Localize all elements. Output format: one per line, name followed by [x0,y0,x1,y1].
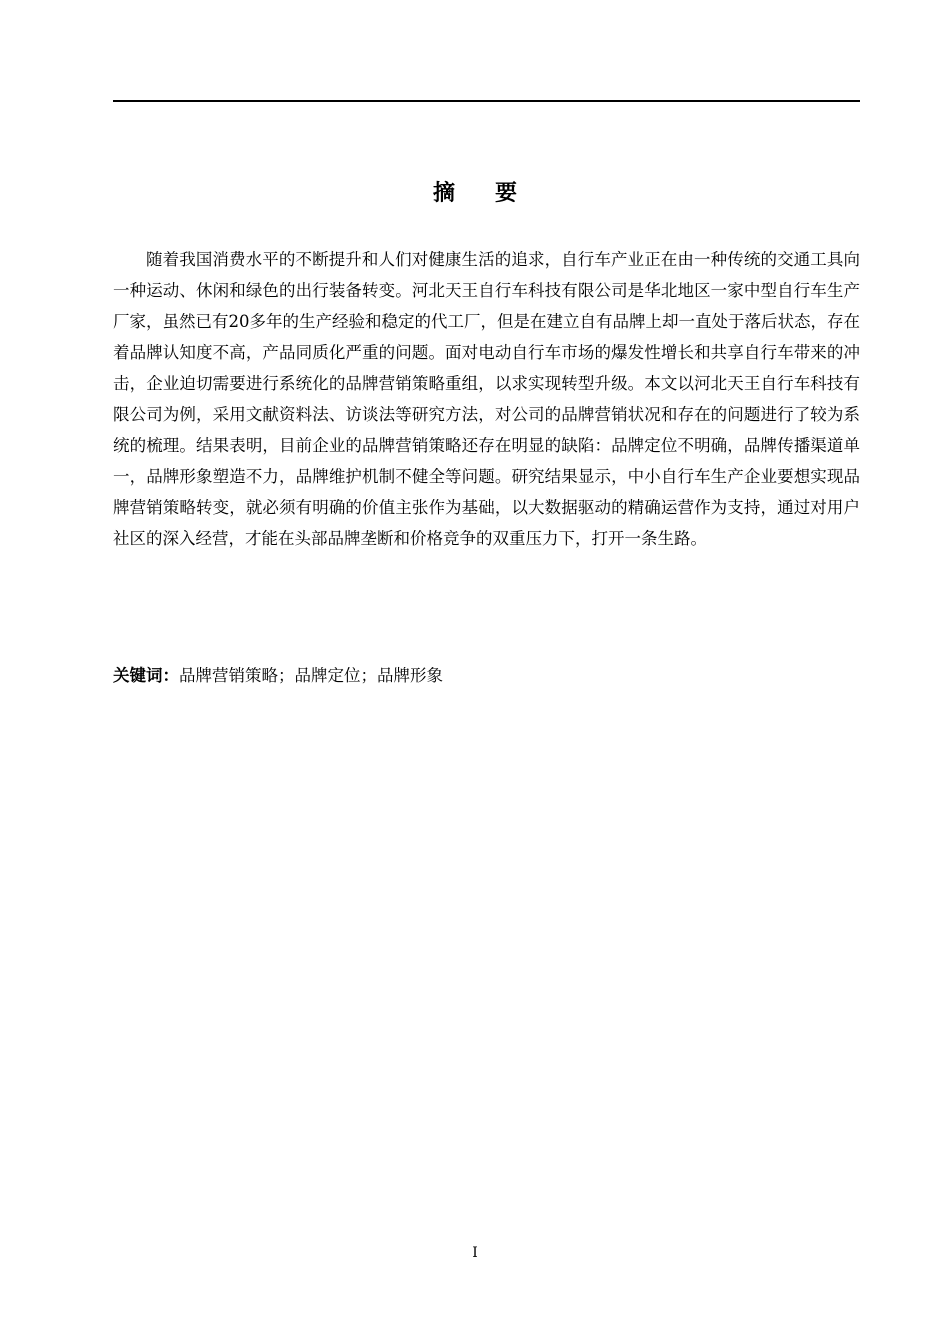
page-number: I [472,1245,478,1261]
keywords-value: 品牌营销策略；品牌定位；品牌形象 [179,666,443,685]
abstract-body: 随着我国消费水平的不断提升和人们对健康生活的追求，自行车产业正在由一种传统的交通工具向一种运动、休闲和绿色的出行装备转变。河北天王自行车科技有限公司是华北地区一家中型自行车生产厂家，虽然已有20多年的生产经验和稳定的代工厂，但是在建立自有品牌上却一直处于落后状态，存在着品牌认知度不高，产品同质化严重的问题。面对电动自行车市场的爆发性增长和共享自行车带来的冲击，企业迫切需要进行系统化的品牌营销策略重组，以求实现转型升级。本文以河北天王自行车科技有限公司为例，采用文献资料法、访谈法等研究方法，对公司的品牌营销状况和存在的问题进行了较为系统的梳理。结果表明，目前企业的品牌营销策略还存在明显的缺陷：品牌定位不明确，品牌传播渠道单一，品牌形象塑造不力，品牌维护机制不健全等问题。研究结果显示，中小自行车生产企业要想实现品牌营销策略转变，就必须有明确的价值主张作为基础，以大数据驱动的精确运营作为支持，通过对用户社区的深入经营，才能在头部品牌垄断和价格竞争的双重压力下，打开一条生路。 [113,250,860,548]
keywords-label: 关键词： [113,666,179,685]
header-rule [113,100,860,102]
abstract-title: 摘要 [432,181,557,206]
keywords-line [113,660,860,691]
